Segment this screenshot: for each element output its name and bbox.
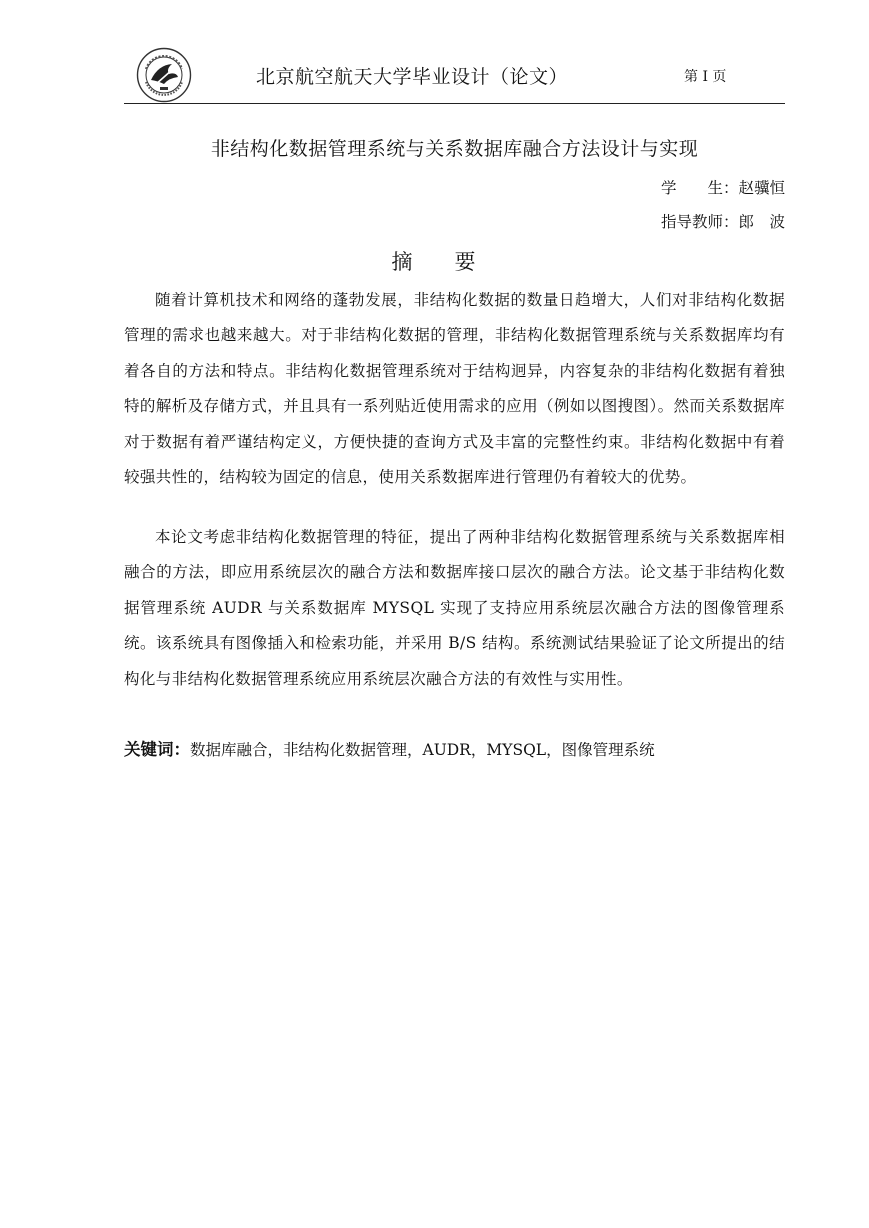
header-divider bbox=[124, 103, 785, 104]
abstract-heading: 摘要 bbox=[391, 250, 518, 274]
keywords-label: 关键词： bbox=[124, 740, 190, 759]
header-title: 北京航空航天大学毕业设计（论文） bbox=[256, 66, 569, 88]
university-seal-icon bbox=[136, 47, 192, 103]
page-number: 第 I 页 bbox=[684, 69, 727, 85]
page-header bbox=[124, 42, 785, 104]
keywords-list: 数据库融合，非结构化数据管理，AUDR，MYSQL，图像管理系统 bbox=[190, 741, 655, 759]
keywords-line bbox=[124, 736, 785, 760]
thesis-title: 非结构化数据管理系统与关系数据库融合方法设计与实现 bbox=[210, 138, 699, 160]
advisor-line: 指导教师：郎 波 bbox=[660, 213, 785, 231]
abstract-paragraph-1: 随着计算机技术和网络的蓬勃发展，非结构化数据的数量日趋增大，人们对非结构化数据管理的需求也越来越大。对于非结构化数据的管理，非结构化数据管理系统与关系数据库均有着各自的方法和特点。非结构化数据管理系统对于结构迥异，内容复杂的非结构化数据有着独特的解析及存储方式，并且具有一系列贴近使用需求的应用（例如以图搜图）。然而关系数据库对于数据有着严谨结构定义，方便快捷的查询方式及丰富的完整性约束。非结构化数据中有着较强共性的，结构较为固定的信息，使用关系数据库进行管理仍有着较大的优势。 bbox=[124, 291, 785, 487]
student-line: 学 生：赵骥恒 bbox=[660, 179, 785, 197]
abstract-paragraph-2: 本论文考虑非结构化数据管理的特征，提出了两种非结构化数据管理系统与关系数据库相融合的方法，即应用系统层次的融合方法和数据库接口层次的融合方法。论文基于非结构化数据管理系统 AUDR 与关系数据库 MYSQL 实现了支持应用系统层次融合方法的图像管理系统。该系统具有图像插入和检索功能，并采用 B/S 结构。系统测试结果验证了论文所提出的结构化与非结构化数据管理系统应用系统层次融合方法的有效性与实用性。 bbox=[124, 528, 785, 688]
